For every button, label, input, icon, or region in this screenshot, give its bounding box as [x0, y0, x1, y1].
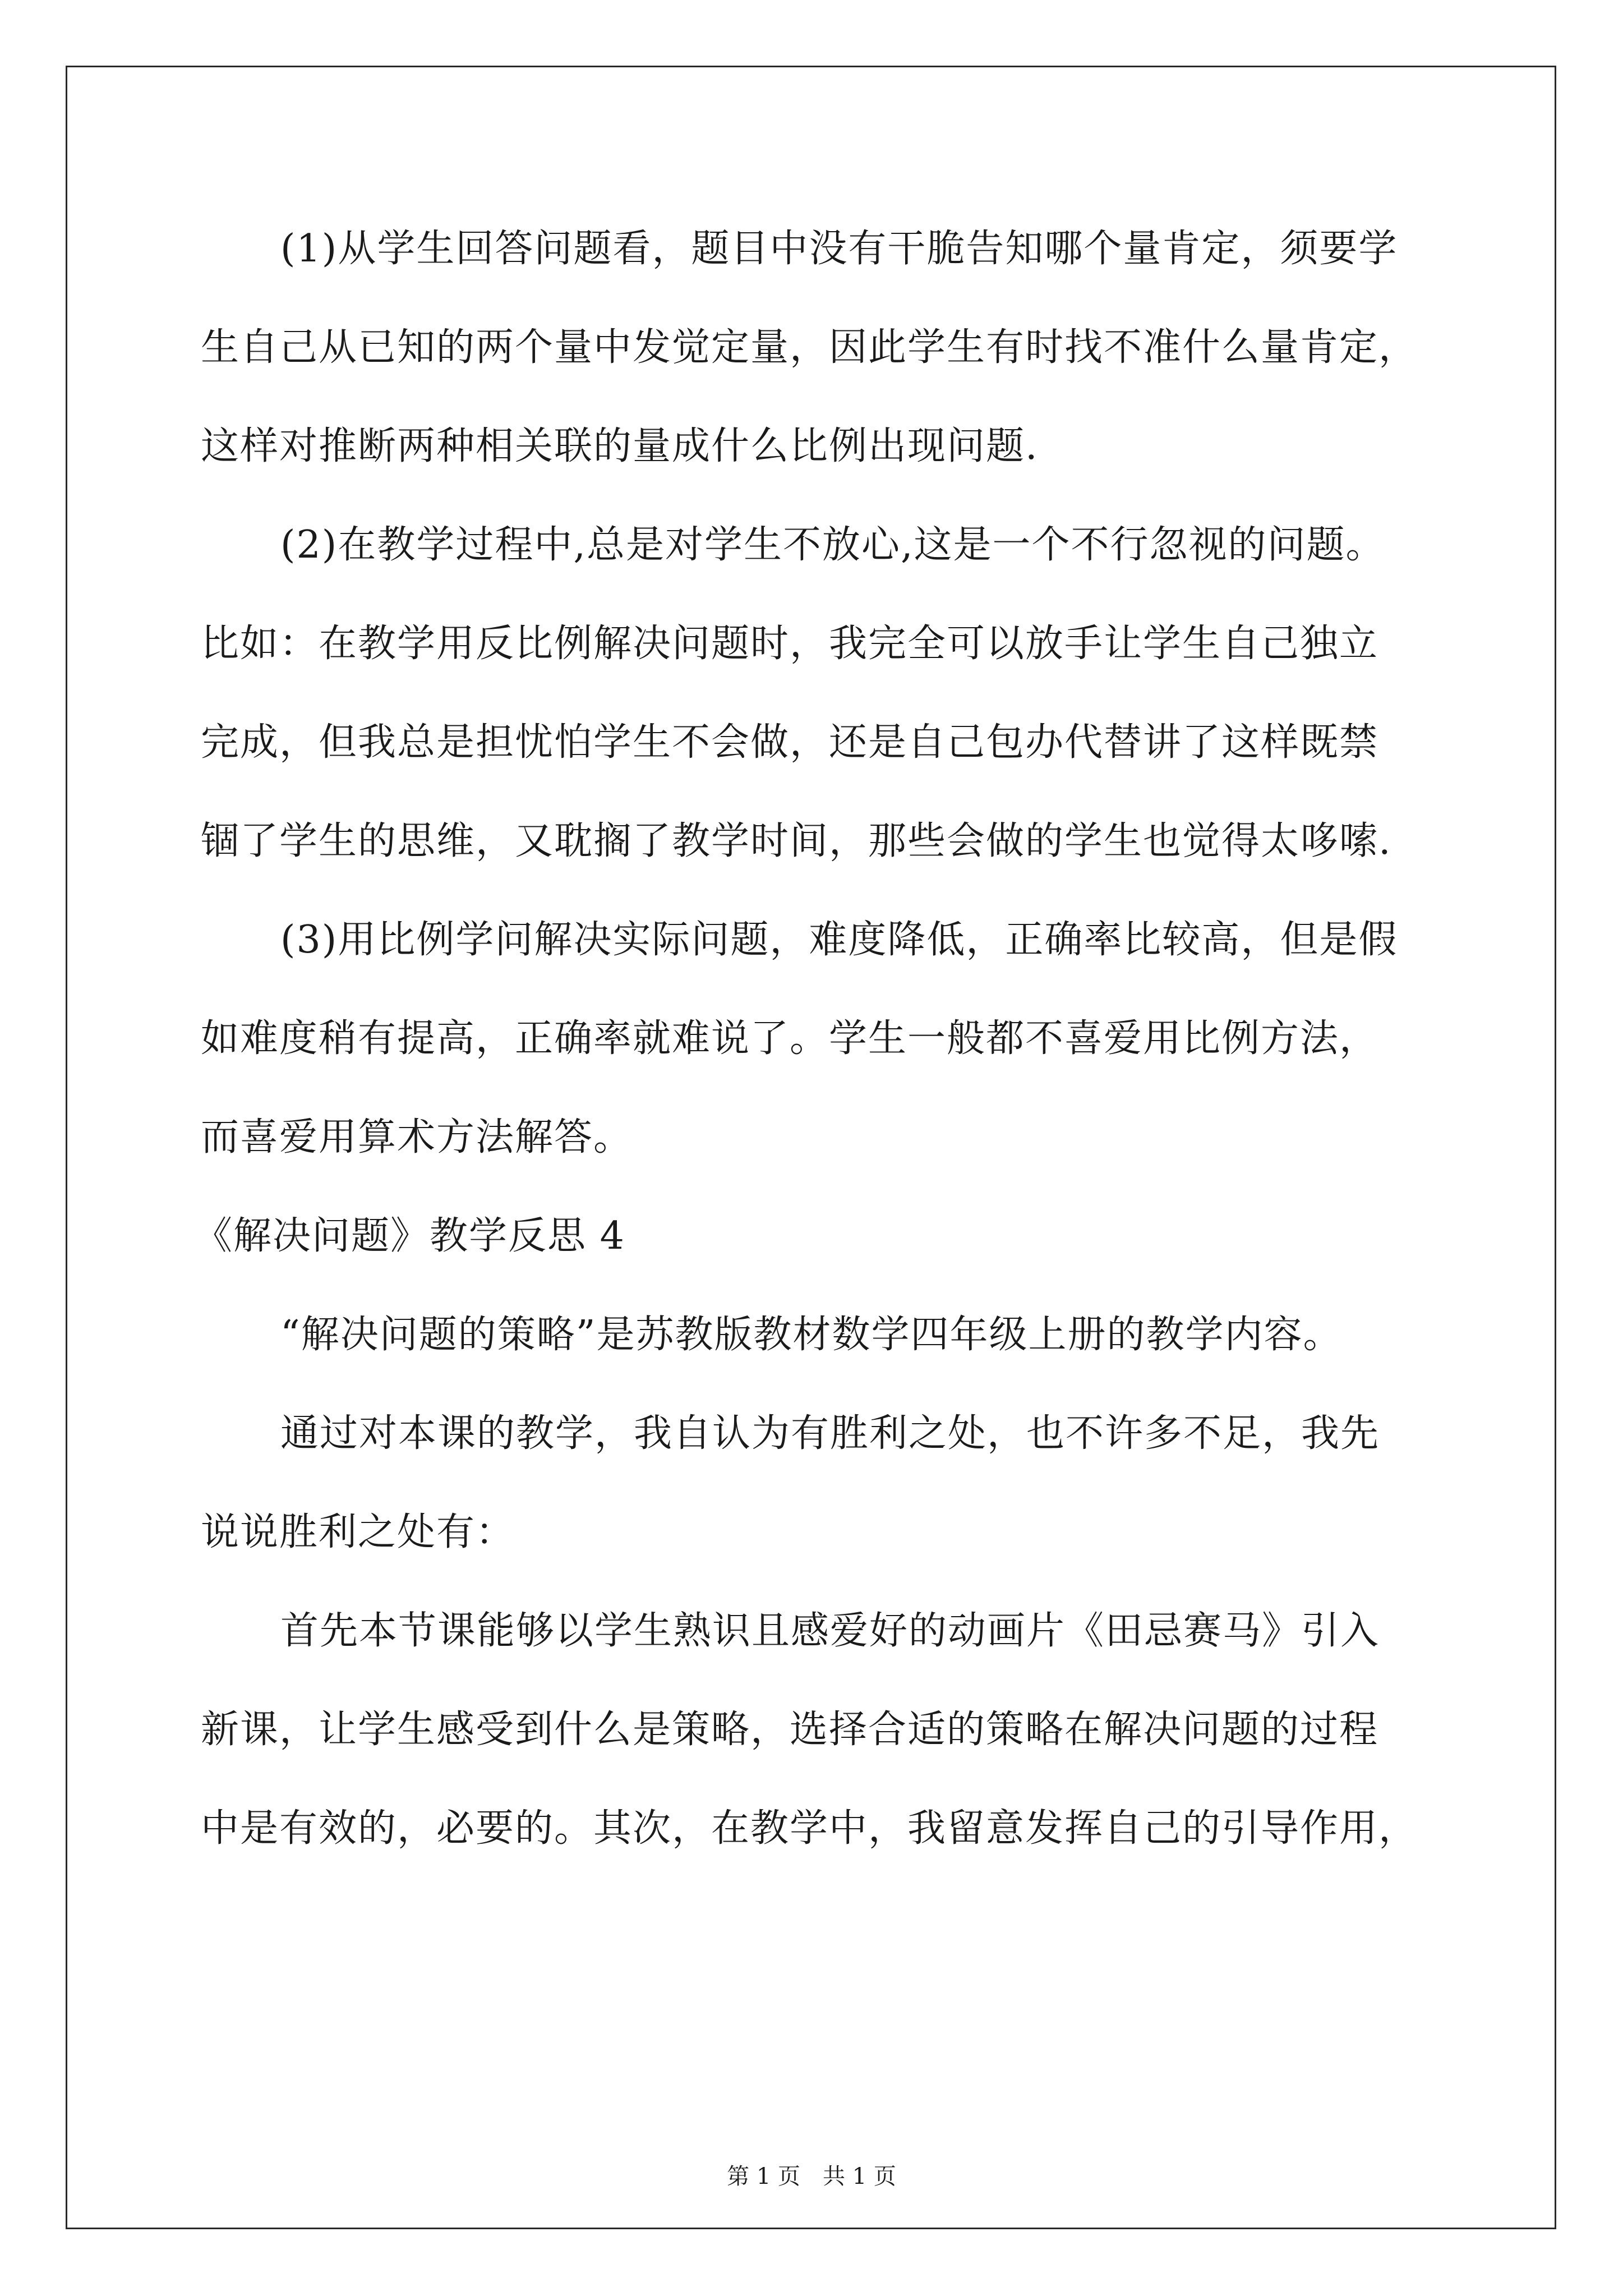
text-line: (2)在教学过程中,总是对学生不放心,这是一个不行忽视的问题。 [280, 523, 1385, 567]
text-line: 这样对推断两种相关联的量成什么比例出现问题. [201, 424, 1039, 468]
text-line: 锢了学生的思维，又耽搁了教学时间，那些会做的学生也觉得太哆嗦. [201, 819, 1392, 863]
text-line: “解决问题的策略”是苏教版教材数学四年级上册的教学内容。 [280, 1313, 1343, 1357]
text-line: 而喜爱用算术方法解答。 [201, 1115, 633, 1159]
text-line: 首先本节课能够以学生熟识且感爱好的动画片《田忌赛马》引入 [280, 1609, 1380, 1653]
text-line: (1)从学生回答问题看，题目中没有干脆告知哪个量肯定，须要学 [280, 227, 1398, 271]
text-line: 如难度稍有提高，正确率就难说了。学生一般都不喜爱用比例方法， [201, 1016, 1379, 1061]
text-line: 通过对本课的教学，我自认为有胜利之处，也不许多不足，我先 [280, 1411, 1380, 1456]
text-line: (3)用比例学问解决实际问题，难度降低，正确率比较高，但是假 [280, 918, 1398, 962]
text-line: 中是有效的，必要的。其次，在教学中，我留意发挥自己的引导作用， [201, 1806, 1418, 1851]
section-title: 《解决问题》教学反思 4 [194, 1214, 625, 1258]
text-line: 比如：在教学用反比例解决问题时，我完全可以放手让学生自己独立 [201, 622, 1379, 666]
page-footer: 第 1 页 共 1 页 [727, 2164, 896, 2189]
text-line: 说说胜利之处有： [201, 1510, 515, 1554]
text-line: 生自己从已知的两个量中发觉定量，因此学生有时找不准什么量肯定， [201, 325, 1418, 370]
text-line: 完成，但我总是担忧怕学生不会做，还是自己包办代替讲了这样既禁 [201, 720, 1379, 765]
text-line: 新课，让学生感受到什么是策略，选择合适的策略在解决问题的过程 [201, 1708, 1379, 1752]
